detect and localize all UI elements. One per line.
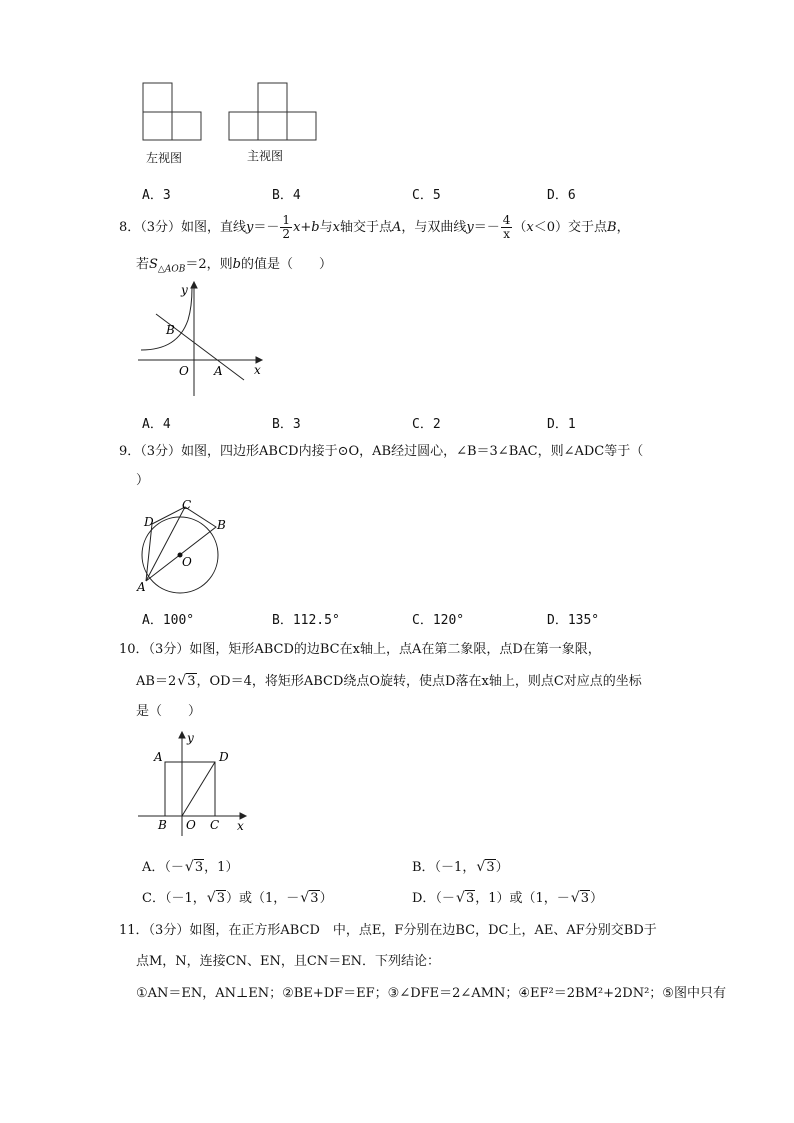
front-view-bottom-2 bbox=[258, 112, 287, 140]
label-b: B bbox=[158, 818, 167, 832]
q8-fraction-half bbox=[280, 214, 292, 241]
opt-text: ，1） bbox=[204, 860, 239, 875]
left-view-bottom-right-square bbox=[172, 112, 201, 140]
label-b: B bbox=[166, 323, 175, 337]
label-d: D bbox=[219, 750, 229, 764]
opt-text: ） bbox=[495, 860, 509, 875]
frac-den: x bbox=[503, 227, 510, 241]
sqrt-value: 3 bbox=[465, 891, 475, 906]
q8-option-a: A．4 bbox=[142, 417, 171, 432]
front-view-caption: 主视图 bbox=[247, 149, 284, 163]
q9-option-a: A．100° bbox=[142, 613, 195, 628]
q8-var: x+b bbox=[293, 220, 320, 235]
opt-text: ） bbox=[319, 891, 333, 906]
q8-line2 bbox=[136, 256, 332, 279]
q11-line1: 11．（3分）如图，在正方形ABCD 中，点E，F分别在边BC，DC上，AE、AF分别交BD于 bbox=[119, 923, 657, 938]
q8-var: y bbox=[466, 220, 474, 235]
q10-option-d bbox=[412, 890, 603, 908]
q7-option-d: D．6 bbox=[547, 188, 576, 203]
q11-line3: ①AN＝EN，AN⊥EN；②BE+DF＝EF；③∠DFE＝2∠AMN；④EF²＝2BM²+2DN²；⑤图中只有 bbox=[136, 986, 726, 1001]
label-y: y bbox=[187, 731, 194, 745]
q8-fraction-4-over-x bbox=[501, 214, 513, 241]
label-x: x bbox=[237, 819, 244, 833]
label-o: O bbox=[182, 555, 192, 569]
sqrt-symbol bbox=[476, 859, 495, 877]
q10-line3: 是（ ） bbox=[136, 704, 202, 719]
sqrt-value: 3 bbox=[187, 674, 196, 689]
hyperbola-curve bbox=[141, 288, 192, 350]
opt-text: ，1）或（1，－ bbox=[475, 891, 570, 906]
q8-area-symbol: S bbox=[149, 257, 158, 272]
q9-option-b: B．112.5° bbox=[272, 613, 340, 628]
sqrt-value: 3 bbox=[216, 891, 225, 906]
q8-var: x bbox=[526, 220, 534, 235]
sqrt-value: 3 bbox=[310, 891, 319, 906]
q8-var: b bbox=[232, 257, 241, 272]
opt-text: ）或（1，－ bbox=[226, 891, 300, 906]
q10-text: ，OD＝4，将矩形ABCD绕点O旋转，使点D落在x轴上，则点C对应点的坐标 bbox=[196, 674, 642, 689]
q7-option-c: C．5 bbox=[412, 188, 441, 203]
q8-area-subscript: △AOB bbox=[157, 264, 186, 275]
q10-option-a bbox=[142, 859, 238, 877]
q8-text: ＝2，则 bbox=[185, 257, 233, 272]
frac-num: 4 bbox=[502, 213, 511, 227]
frac-den: 2 bbox=[282, 227, 291, 241]
opt-text: ） bbox=[590, 891, 604, 906]
front-view-bottom-3 bbox=[287, 112, 316, 140]
q8-text: ＜0）交于点 bbox=[533, 220, 608, 235]
q8-text: 的值是（ ） bbox=[240, 257, 332, 272]
label-a: A bbox=[214, 364, 223, 378]
quadrilateral-abcd bbox=[146, 507, 216, 581]
q8-text: ＝－ bbox=[473, 220, 500, 235]
q8-var: A bbox=[391, 220, 402, 235]
q8-var: B bbox=[607, 220, 617, 235]
q8-text: ， bbox=[616, 220, 630, 235]
q9-option-c: C．120° bbox=[412, 613, 465, 628]
y-axis-arrow bbox=[191, 282, 197, 288]
q8-line1 bbox=[119, 214, 630, 241]
opt-text: A．（－ bbox=[142, 860, 184, 875]
frac-num: 1 bbox=[282, 213, 291, 227]
front-view-top-square bbox=[258, 83, 287, 112]
q8-option-b: B．3 bbox=[272, 417, 301, 432]
q11-line2: 点M，N，连接CN、EN，且CN＝EN．下列结论： bbox=[136, 954, 441, 969]
q9-line1: 9．（3分）如图，四边形ABCD内接于⊙O，AB经过圆心，∠B＝3∠BAC，则∠ADC等于（ bbox=[119, 444, 644, 459]
sqrt-symbol bbox=[207, 890, 226, 908]
q8-text: 8．（3分）如图，直线 bbox=[119, 220, 247, 235]
y-axis-arrow bbox=[179, 732, 185, 738]
sqrt-symbol bbox=[177, 673, 196, 691]
q7-option-b: B．4 bbox=[272, 188, 301, 203]
left-view-caption: 左视图 bbox=[146, 151, 183, 165]
q8-figure bbox=[136, 280, 272, 400]
q8-text: 若 bbox=[136, 257, 150, 272]
rectangle-abcd bbox=[165, 762, 215, 816]
opt-text: D．（－ bbox=[412, 891, 455, 906]
sqrt-symbol bbox=[456, 890, 475, 908]
q10-option-b bbox=[412, 859, 509, 877]
front-view-bottom-1 bbox=[229, 112, 258, 140]
label-c: C bbox=[182, 498, 192, 512]
q7-views-figure bbox=[140, 80, 320, 142]
q7-option-a: A．3 bbox=[142, 188, 171, 203]
q10-option-c bbox=[142, 890, 333, 908]
q10-line2 bbox=[136, 673, 642, 691]
q8-text: ＝－ bbox=[253, 220, 280, 235]
q8-text: 与 bbox=[319, 220, 333, 235]
q10-line1: 10．（3分）如图，矩形ABCD的边BC在x轴上，点A在第二象限，点D在第一象限， bbox=[119, 642, 601, 657]
segment-od bbox=[182, 762, 215, 816]
label-y: y bbox=[181, 283, 188, 297]
sqrt-value: 3 bbox=[486, 860, 495, 875]
left-view-bottom-left-square bbox=[143, 112, 172, 140]
q8-var: y bbox=[246, 220, 254, 235]
q8-text: 轴交于点 bbox=[339, 220, 392, 235]
q9-figure bbox=[132, 496, 238, 596]
q10-text: AB＝2 bbox=[136, 674, 177, 689]
sqrt-symbol bbox=[185, 859, 204, 877]
q9-line2: ） bbox=[136, 473, 150, 488]
left-view-top-square bbox=[143, 83, 172, 112]
label-a: A bbox=[154, 750, 163, 764]
q9-option-d: D．135° bbox=[547, 613, 600, 628]
label-o: O bbox=[186, 818, 196, 832]
label-o: O bbox=[179, 364, 189, 378]
q8-option-d: D．1 bbox=[547, 417, 576, 432]
q8-var: x bbox=[332, 220, 340, 235]
label-a: A bbox=[137, 580, 146, 594]
label-c: C bbox=[210, 818, 220, 832]
opt-text: B．（－1， bbox=[412, 860, 476, 875]
sqrt-value: 3 bbox=[194, 860, 204, 875]
label-x: x bbox=[254, 363, 261, 377]
sqrt-symbol bbox=[300, 890, 319, 908]
label-b: B bbox=[217, 518, 226, 532]
q8-text: （ bbox=[513, 220, 527, 235]
opt-text: C．（－1， bbox=[142, 891, 206, 906]
label-d: D bbox=[144, 515, 154, 529]
sqrt-symbol bbox=[571, 890, 590, 908]
q10-figure bbox=[136, 728, 252, 836]
q8-text: ，与双曲线 bbox=[401, 220, 467, 235]
sqrt-value: 3 bbox=[580, 891, 590, 906]
q8-option-c: C．2 bbox=[412, 417, 441, 432]
